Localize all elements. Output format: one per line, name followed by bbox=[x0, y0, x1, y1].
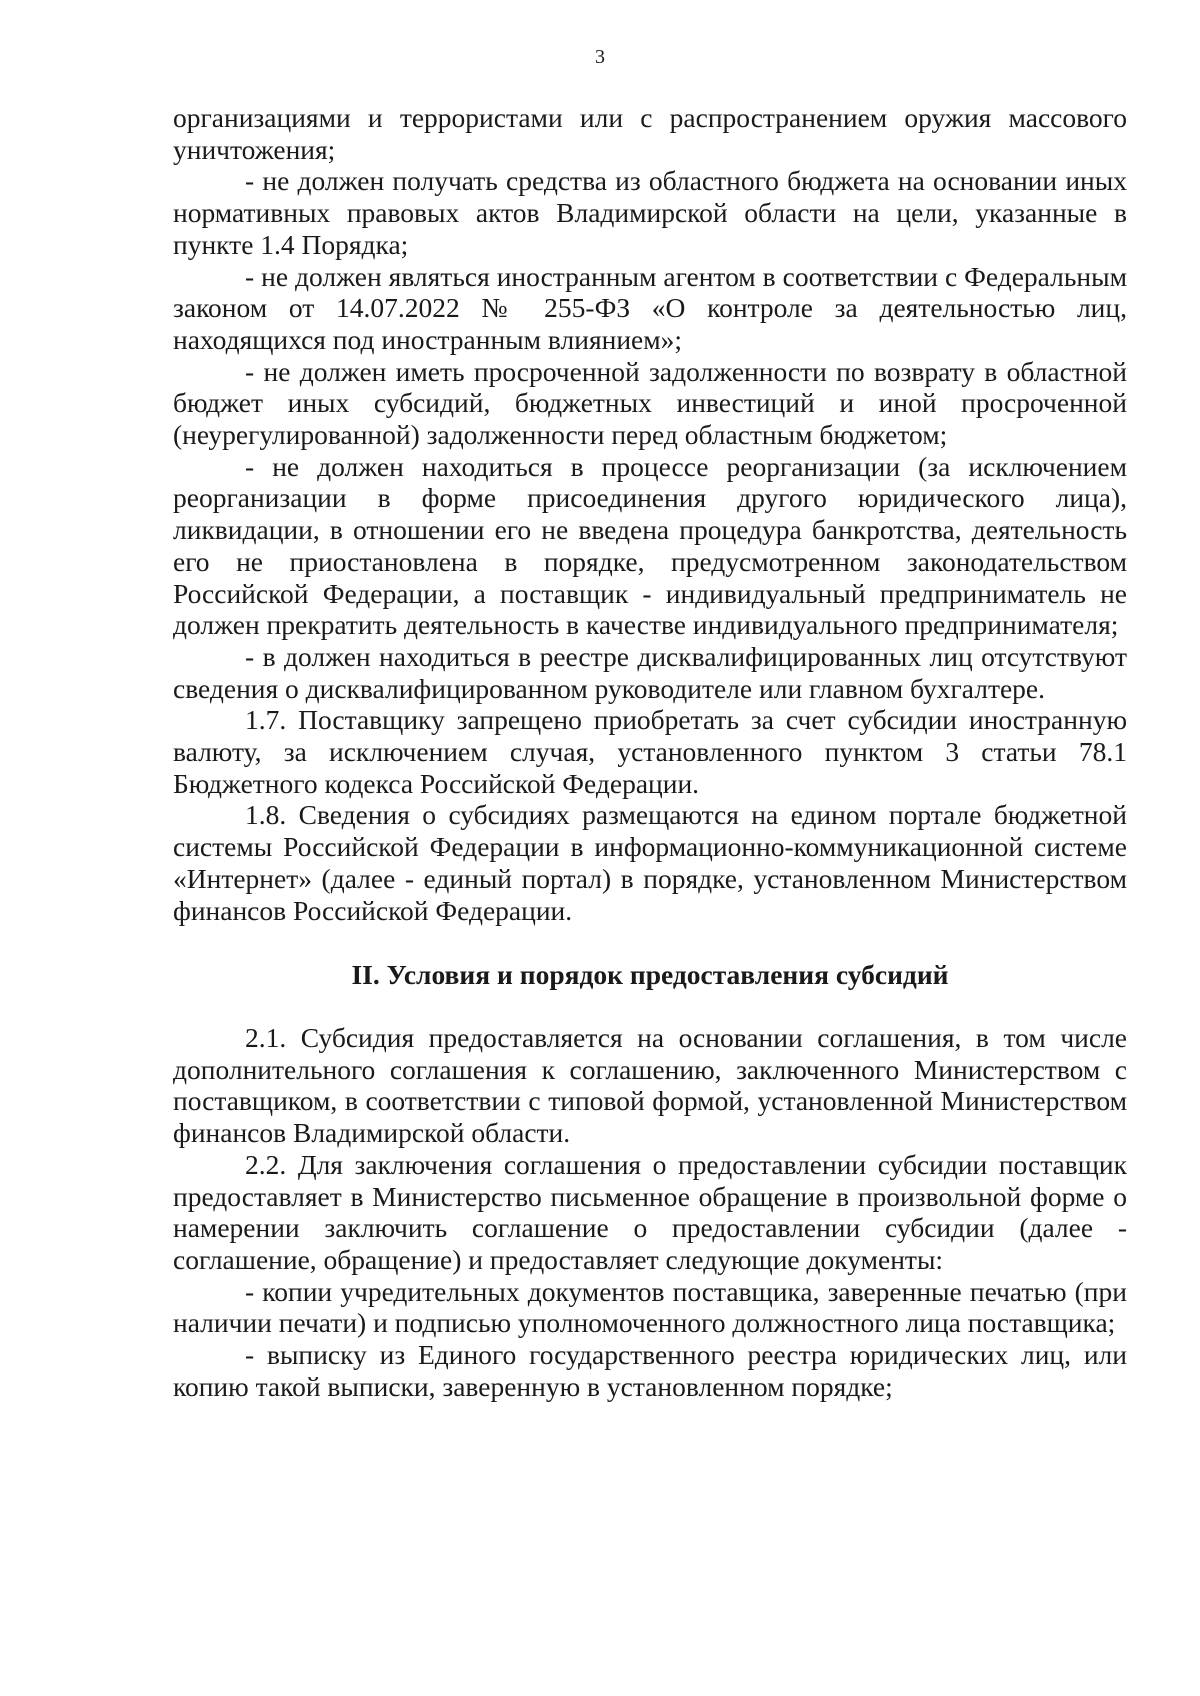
page-number: 3 bbox=[595, 46, 605, 68]
paragraph-continuation: организациями и террористами или с распространением оружия массового уничтожения; bbox=[173, 102, 1127, 165]
section-heading: II. Условия и порядок предоставления субсидий bbox=[351, 959, 949, 991]
paragraph-requirement-reorganization: - не должен находиться в процессе реорганизации (за исключением реорганизации в форме присоединения другого юридического лица), ликвидации, в отношении его не введена процедура банкротства, деятельность его не приостановлена в порядке, предусмотренном законодательством Российской Федерации, а поставщик - индивидуальный предприниматель не должен прекратить деятельность в качестве индивидуального предпринимателя; bbox=[173, 450, 1127, 641]
paragraph-list-founding-documents: - копии учредительных документов поставщика, заверенные печатью (при наличии печати) и подписью уполномоченного должностного лица поставщика; bbox=[173, 1275, 1127, 1339]
paragraph-requirement-disqualified-registry: - в должен находиться в реестре дисквалифицированных лиц отсутствуют сведения о дисквалифицированном руководителе или главном бухгалтере. bbox=[173, 640, 1127, 704]
document-body bbox=[173, 102, 1127, 1402]
paragraph-clause-2-2: 2.2. Для заключения соглашения о предоставлении субсидии поставщик предоставляет в Министерство письменное обращение в произвольной форме о намерении заключить соглашение о предоставлении субсидии (далее - соглашение, обращение) и предоставляет следующие документы: bbox=[173, 1148, 1127, 1275]
paragraph-requirement-budget-funds: - не должен получать средства из областного бюджета на основании иных нормативных правовых актов Владимирской области на цели, указанные в пункте 1.4 Порядка; bbox=[173, 165, 1127, 260]
paragraph-clause-1-7: 1.7. Поставщику запрещено приобретать за счет субсидии иностранную валюту, за исключением случая, установленного пунктом 3 статьи 78.1 Бюджетного кодекса Российской Федерации. bbox=[173, 704, 1127, 799]
paragraph-requirement-foreign-agent: - не должен являться иностранным агентом в соответствии с Федеральным законом от 14.07.2022 № 255-ФЗ «О контроле за деятельностью лиц, находящихся под иностранным влиянием»; bbox=[173, 260, 1127, 355]
paragraph-list-registry-extract: - выписку из Единого государственного реестра юридических лиц, или копию такой выписки, заверенную в установленном порядке; bbox=[173, 1339, 1127, 1402]
paragraph-clause-1-8: 1.8. Сведения о субсидиях размещаются на едином портале бюджетной системы Российской Федерации в информационно-коммуникационной системе «Интернет» (далее - единый портал) в порядке, установленном Министерством финансов Российской Федерации. bbox=[173, 799, 1127, 926]
paragraph-requirement-debt: - не должен иметь просроченной задолженности по возврату в областной бюджет иных субсидий, бюджетных инвестиций и иной просроченной (неурегулированной) задолженности перед областным бюджетом; bbox=[173, 355, 1127, 451]
paragraph-clause-2-1: 2.1. Субсидия предоставляется на основании соглашения, в том числе дополнительного соглашения к соглашению, заключенного Министерством с поставщиком, в соответствии с типовой формой, установленной Министерством финансов Владимирской области. bbox=[173, 1021, 1127, 1149]
